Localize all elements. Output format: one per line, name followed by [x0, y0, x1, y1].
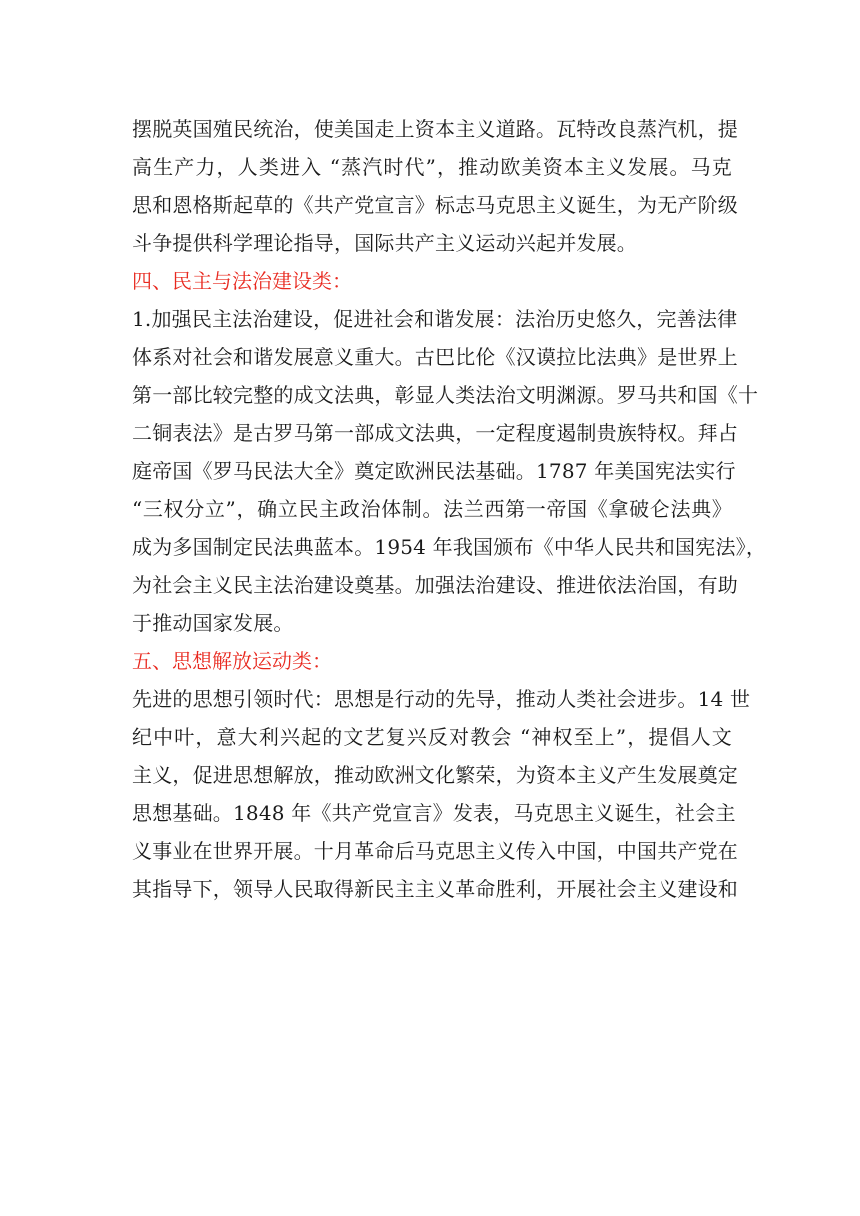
- text-line: 纪中叶，意大利兴起的文艺复兴反对教会 “神权至上”，提倡人文: [132, 725, 732, 749]
- text-line: 体系对社会和谐发展意义重大。古巴比伦《汉谟拉比法典》是世界上: [132, 345, 738, 369]
- text-line: 二铜表法》是古罗马第一部成文法典，一定程度遏制贵族特权。拜占: [132, 421, 738, 445]
- text-line: “三权分立”，确立民主政治体制。法兰西第一帝国《拿破仑法典》: [132, 497, 732, 521]
- text-line: 思想基础。1848 年《共产党宣言》发表，马克思主义诞生，社会主: [132, 801, 736, 825]
- text-line: 第一部比较完整的成文法典，彰显人类法治文明渊源。罗马共和国《十: [132, 383, 759, 407]
- text-line: 1.加强民主法治建设，促进社会和谐发展：法治历史悠久，完善法律: [132, 307, 738, 331]
- text-line: 义事业在世界开展。十月革命后马克思主义传入中国，中国共产党在: [132, 839, 738, 863]
- text-line: 主义，促进思想解放，推动欧洲文化繁荣，为资本主义产生发展奠定: [132, 763, 738, 787]
- section-heading-5: 五、思想解放运动类：: [132, 649, 332, 673]
- paragraph-1: [132, 110, 738, 262]
- text-line: 为社会主义民主法治建设奠基。加强法治建设、推进依法治国，有助: [132, 573, 738, 597]
- paragraph-3: [132, 680, 751, 908]
- text-line: 成为多国制定民法典蓝本。1954 年我国颁布《中华人民共和国宪法》，: [132, 535, 767, 559]
- text-line: 斗争提供科学理论指导，国际共产主义运动兴起并发展。: [132, 231, 637, 255]
- text-line: 于推动国家发展。: [132, 611, 294, 635]
- text-line: 其指导下，领导人民取得新民主主义革命胜利，开展社会主义建设和: [132, 877, 738, 901]
- section-heading-4: 四、民主与法治建设类：: [132, 269, 352, 293]
- document-content: [132, 110, 767, 908]
- text-line: 摆脱英国殖民统治，使美国走上资本主义道路。瓦特改良蒸汽机，提: [132, 117, 738, 141]
- text-line: 高生产力，人类进入 “蒸汽时代”，推动欧美资本主义发展。马克: [132, 155, 732, 179]
- text-line: 思和恩格斯起草的《共产党宣言》标志马克思主义诞生，为无产阶级: [132, 193, 738, 217]
- text-line: 庭帝国《罗马民法大全》奠定欧洲民法基础。1787 年美国宪法实行: [132, 459, 736, 483]
- paragraph-2: [132, 300, 767, 642]
- text-line: 先进的思想引领时代：思想是行动的先导，推动人类社会进步。14 世: [132, 687, 751, 711]
